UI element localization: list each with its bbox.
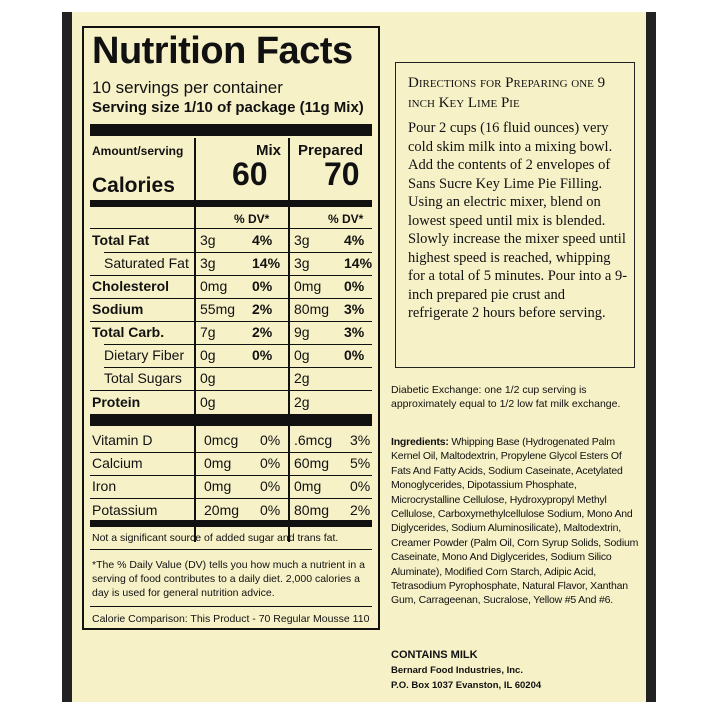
nutrient-prepared-amount: 2g	[294, 370, 310, 386]
vitamin-label: Iron	[92, 478, 117, 494]
vitamin-prepared-dv: 0%	[350, 478, 371, 494]
not-significant-note: Not a significant source of added sugar and trans fat.	[92, 532, 339, 544]
nutrient-prepared-dv: 0%	[344, 278, 365, 294]
nutrition-facts-panel	[82, 26, 380, 630]
medium-divider	[90, 200, 372, 207]
row-divider	[104, 367, 372, 368]
nutrient-mix-dv: 2%	[252, 301, 273, 317]
nutrient-prepared-dv: 3%	[344, 301, 365, 317]
vitamin-label: Calcium	[92, 455, 143, 471]
directions-text: Pour 2 cups (16 fluid ounces) very cold skim milk into a mixing bowl. Add the contents of 2 envelopes of Sans Sucre Key Lime Pie Filling. Using an electric mixer, blend on lowest speed until mix is blended. Slowly increase the mixer speed until highest speed is reached, whipping for a total of 5 minutes. Pour into a 9-inch prepared pie crust and refrigerate 2 hours before serving.	[408, 120, 628, 321]
nutrient-label: Saturated Fat	[104, 255, 189, 271]
nutrient-mix-dv: 2%	[252, 324, 273, 340]
ingredients-block	[391, 435, 641, 608]
nutrient-mix-dv: 0%	[252, 278, 273, 294]
amount-per-serving: Amount/serving	[92, 144, 184, 158]
vitamin-prepared-dv: 3%	[350, 432, 371, 448]
vitamin-mix-amount: 0mg	[204, 478, 232, 494]
vitamin-mix-dv: 0%	[260, 432, 281, 448]
nutrient-prepared-amount: 9g	[294, 324, 310, 340]
nutrient-label: Dietary Fiber	[104, 347, 185, 363]
row-divider	[104, 344, 372, 345]
nutrient-mix-amount: 3g	[200, 232, 216, 248]
row-divider	[90, 475, 372, 476]
vitamin-prepared-amount: 60mg	[294, 455, 330, 471]
nutrient-label: Total Sugars	[104, 370, 182, 386]
mix-column-header: Mix	[256, 142, 282, 159]
row-divider	[104, 252, 372, 253]
calories-mix: 60	[232, 156, 268, 192]
nutrient-mix-amount: 3g	[200, 255, 216, 271]
row-divider	[90, 498, 372, 499]
vitamin-label: Potassium	[92, 502, 158, 518]
nutrient-mix-amount: 0mg	[200, 278, 228, 294]
prepared-column-header: Prepared	[298, 142, 364, 159]
vitamin-mix-amount: 0mg	[204, 455, 232, 471]
vitamin-prepared-amount: 0mg	[294, 478, 322, 494]
row-divider	[90, 549, 372, 550]
calories-prepared: 70	[324, 156, 360, 192]
nutrient-mix-dv: 0%	[252, 347, 273, 363]
nutrient-label: Total Fat	[92, 232, 150, 248]
company-address: P.O. Box 1037 Evanston, IL 60204	[391, 680, 542, 691]
row-divider	[90, 321, 372, 322]
vitamin-prepared-dv: 5%	[350, 455, 371, 471]
vitamin-prepared-dv: 2%	[350, 502, 371, 518]
vitamin-prepared-amount: .6mcg	[294, 432, 333, 448]
vitamin-label: Vitamin D	[92, 432, 153, 448]
servings-per-container: 10 servings per container	[92, 78, 283, 97]
nutrient-mix-amount: 0g	[200, 347, 216, 363]
nutrient-mix-amount: 0g	[200, 394, 216, 410]
row-divider	[90, 228, 372, 229]
nutrient-prepared-amount: 0g	[294, 347, 310, 363]
directions-box	[395, 62, 635, 368]
daily-value-footnote: *The % Daily Value (DV) tells you how much a nutrient in a serving of food contributes to a daily diet. 2,000 calories a day is used for general nutrition advice.	[92, 559, 365, 599]
thick-divider	[90, 124, 372, 136]
calorie-comparison: Calorie Comparison: This Product - 70 Regular Mousse 110	[92, 613, 370, 625]
company-name: Bernard Food Industries, Inc.	[391, 665, 523, 676]
nutrient-mix-amount: 7g	[200, 324, 216, 340]
row-divider	[90, 275, 372, 276]
vitamin-mix-dv: 0%	[260, 455, 281, 471]
nutrient-prepared-dv: 14%	[344, 255, 373, 271]
ingredients-text: Whipping Base (Hydrogenated Palm Kernel Oil, Maltodextrin, Propylene Glycol Esters Of Fats And Fatty Acids, Sodium Caseinate, Acetylated Monoglycerides, Dipotassium Phosphate, Microcrystalline Cellulose, Hydroxypropyl Methyl Cellulose, Carboxymethylcellulose Sodium, Mono And Diglycerides, Sodium Aluminosilicate), Maltodextrin, Creamer Powder (Palm Oil, Corn Syrup Solids, Sodium Caseinate, Mono And Diglycerides, Sodium Silico Aluminate), Modified Corn Starch, Adipic Acid, Tetrasodium Pyrophosphate, Natural Flavor, Xanthan Gum, Carrageenan, Sucralose, Yellow #5 And #6.	[391, 436, 639, 607]
column-divider-right	[288, 138, 290, 542]
nutrient-label: Cholesterol	[92, 278, 170, 294]
vitamin-prepared-amount: 80mg	[294, 502, 330, 518]
nutrient-prepared-amount: 3g	[294, 255, 310, 271]
nutrient-label: Total Carb.	[92, 324, 165, 340]
dv-header-prepared: % DV*	[328, 212, 364, 226]
vitamin-mix-amount: 20mg	[204, 502, 240, 518]
nutrient-mix-amount: 55mg	[200, 301, 236, 317]
vitamin-mix-amount: 0mcg	[204, 432, 239, 448]
row-divider	[90, 452, 372, 453]
nutrient-prepared-amount: 80mg	[294, 301, 330, 317]
nutrient-mix-dv: 14%	[252, 255, 281, 271]
nutrient-prepared-amount: 3g	[294, 232, 310, 248]
nutrition-title: Nutrition Facts	[92, 30, 353, 72]
nutrient-mix-amount: 0g	[200, 370, 216, 386]
nutrient-prepared-dv: 0%	[344, 347, 365, 363]
nutrient-prepared-amount: 0mg	[294, 278, 322, 294]
vitamin-mix-dv: 0%	[260, 478, 281, 494]
medium-divider-bottom	[90, 520, 372, 527]
calories-label: Calories	[92, 174, 175, 197]
diabetic-exchange: Diabetic Exchange: one 1/2 cup serving is approximately equal to 1/2 low fat milk exchange.	[391, 384, 621, 410]
nutrient-label: Sodium	[92, 301, 144, 317]
row-divider	[90, 606, 372, 607]
column-divider-left	[194, 138, 196, 542]
thick-divider-vitamins	[90, 414, 372, 426]
nutrient-prepared-dv: 4%	[344, 232, 365, 248]
nutrient-prepared-dv: 3%	[344, 324, 365, 340]
ingredients-label: Ingredients:	[391, 436, 449, 448]
row-divider	[90, 298, 372, 299]
nutrient-mix-dv: 4%	[252, 232, 273, 248]
dv-header-mix: % DV*	[234, 212, 270, 226]
nutrient-prepared-amount: 2g	[294, 394, 310, 410]
row-divider	[90, 390, 372, 391]
vitamin-mix-dv: 0%	[260, 502, 281, 518]
serving-size: Serving size 1/10 of package (11g Mix)	[92, 99, 364, 116]
nutrient-label: Protein	[92, 394, 141, 410]
directions-heading: Directions for Preparing one 9 inch Key Lime Pie	[408, 75, 606, 111]
allergen-statement: CONTAINS MILK	[391, 649, 478, 661]
